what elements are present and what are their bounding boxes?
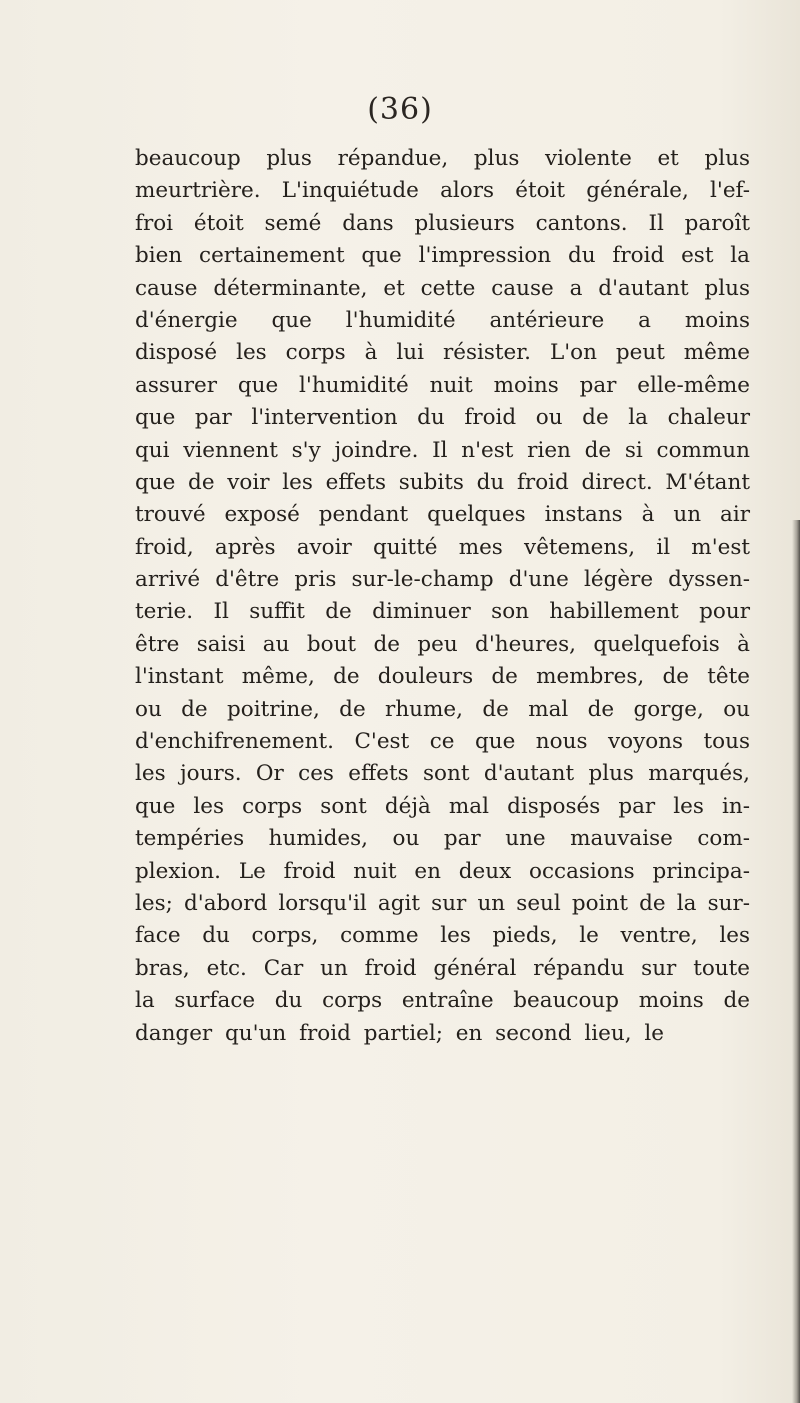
text-line: trouvé exposé pendant quelques instans à un air xyxy=(135,502,750,528)
text-line: beaucoup plus répandue, plus violente et plus xyxy=(135,146,750,171)
text-line: les; d'abord lorsqu'il agit sur un seul point de la sur- xyxy=(135,890,750,916)
text-line: bras, etc. Car un froid général répandu sur toute xyxy=(135,955,750,981)
text-line: l'instant même, de douleurs de membres, de tête xyxy=(135,664,750,690)
text-line: disposé les corps à lui résister. L'on peut même xyxy=(135,340,750,366)
text-line: que par l'intervention du froid ou de la chaleur xyxy=(135,405,750,431)
text-line: arrivé d'être pris sur-le-champ d'une légère dyssen- xyxy=(135,567,750,593)
text-line: danger qu'un froid partiel; en second lieu, le xyxy=(135,1020,664,1046)
text-line: ou de poitrine, de rhume, de mal de gorge, ou xyxy=(135,696,750,722)
page-number: (36) xyxy=(367,92,433,127)
text-line: assurer que l'humidité nuit moins par elle-même xyxy=(135,372,750,398)
text-line: bien certainement que l'impression du froid est la xyxy=(135,243,750,269)
text-line: tempéries humides, ou par une mauvaise com- xyxy=(135,826,750,852)
text-line: plexion. Le froid nuit en deux occasions principa- xyxy=(135,858,750,884)
text-line: la surface du corps entraîne beaucoup moins de xyxy=(135,988,750,1014)
text-line: être saisi au bout de peu d'heures, quelquefois à xyxy=(135,631,750,657)
text-line: terie. Il suffit de diminuer son habillement pour xyxy=(135,599,750,625)
text-line: d'enchifrenement. C'est ce que nous voyons tous xyxy=(135,729,750,755)
text-line: face du corps, comme les pieds, le ventre, les xyxy=(135,923,750,949)
text-line: froid, après avoir quitté mes vêtemens, il m'est xyxy=(135,534,750,560)
text-line: que de voir les effets subits du froid direct. M'étant xyxy=(135,469,750,495)
text-line: les jours. Or ces effets sont d'autant plus marqués, xyxy=(135,761,750,787)
text-line: meurtrière. L'inquiétude alors étoit générale, l'ef- xyxy=(135,178,750,204)
body-text xyxy=(135,143,750,1050)
text-line: d'énergie que l'humidité antérieure a moins xyxy=(135,307,750,333)
text-line: qui viennent s'y joindre. Il n'est rien de si commun xyxy=(135,437,750,463)
text-line: froi étoit semé dans plusieurs cantons. Il paroît xyxy=(135,210,750,236)
page-edge-shadow xyxy=(792,520,800,1403)
text-line: que les corps sont déjà mal disposés par les in- xyxy=(135,793,750,819)
text-line: cause déterminante, et cette cause a d'autant plus xyxy=(135,275,750,301)
